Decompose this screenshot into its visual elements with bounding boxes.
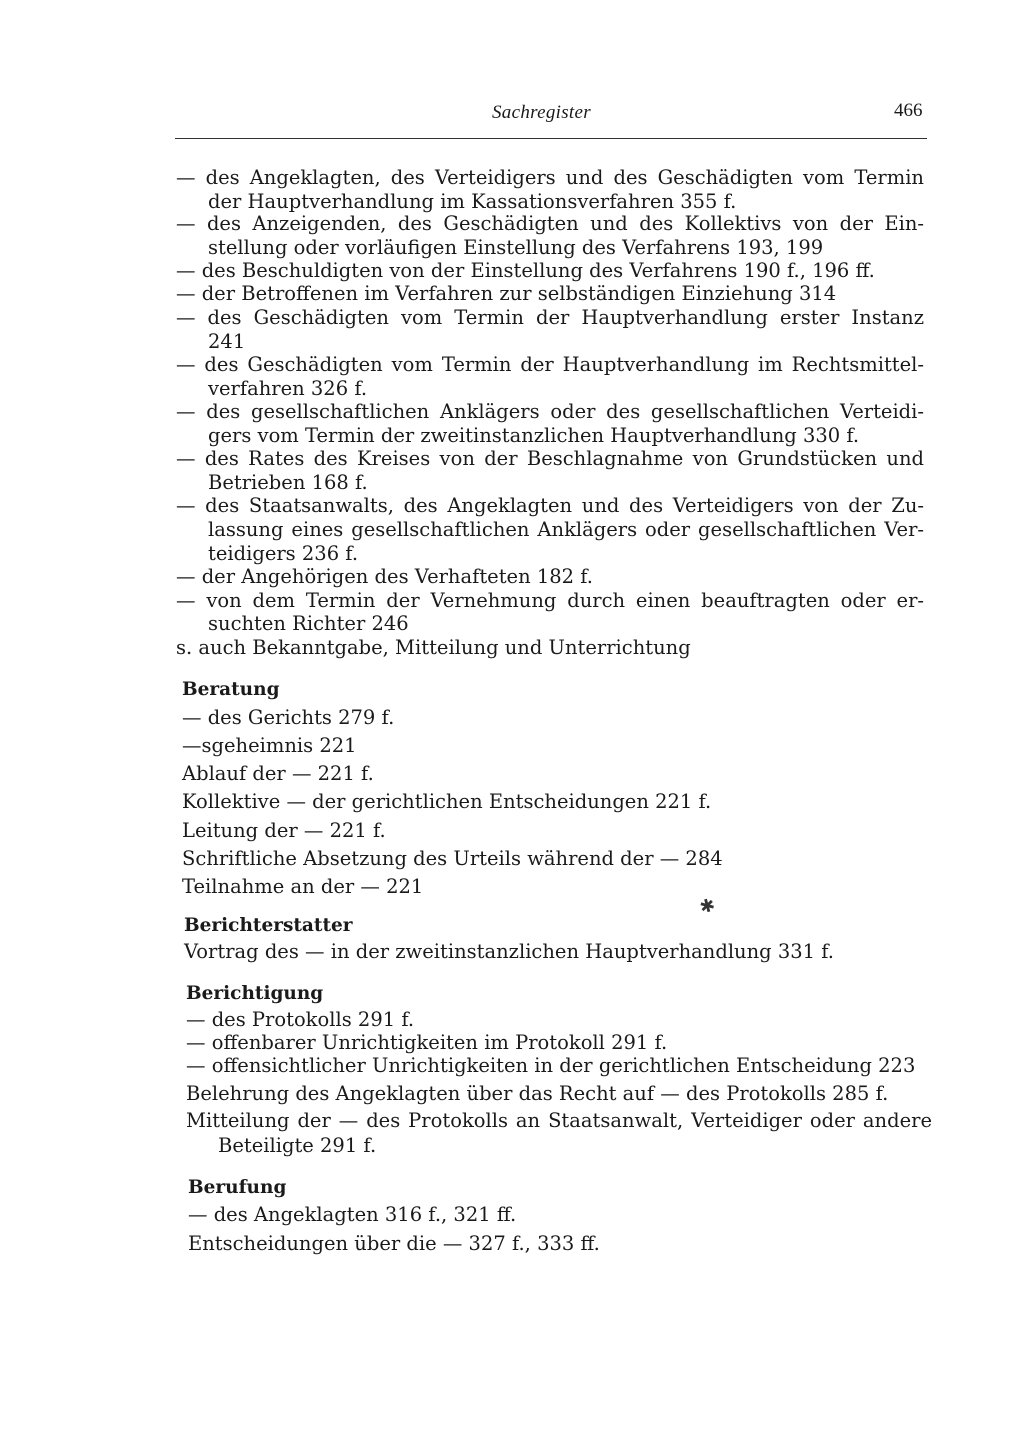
index-line: 241 [208,330,246,353]
index-line: der Hauptverhandlung im Kassationsverfahren 355 f. [208,190,737,213]
index-line: — des Angeklagten, des Verteidigers und des Geschädigten vom Termin [176,166,924,189]
index-line: — des Gerichts 279 f. [182,706,395,729]
index-line: lassung eines gesellschaftlichen Anklägers oder gesellschaftlichen Ver- [208,518,924,541]
index-line: s. auch Bekanntgabe, Mitteilung und Unterrichtung [176,636,691,659]
index-line: stellung oder vorläufigen Einstellung des Verfahrens 193, 199 [208,236,824,259]
index-line: Kollektive — der gerichtlichen Entscheidungen 221 f. [182,790,712,813]
entry-heading-berufung: Berufung [188,1177,287,1198]
index-line: — des Protokolls 291 f. [186,1008,415,1031]
index-line: Schriftliche Absetzung des Urteils während der — 284 [182,847,723,870]
index-line: — des Geschädigten vom Termin der Hauptverhandlung im Rechtsmittel- [176,353,924,376]
index-line: — des Anzeigenden, des Geschädigten und des Kollektivs von der Ein- [176,212,924,235]
index-line: Teilnahme an der — 221 [182,875,424,898]
index-line: Ablauf der — 221 f. [182,762,374,785]
index-line: Leitung der — 221 f. [182,819,386,842]
page-number: 466 [894,100,923,121]
index-line: Entscheidungen über die — 327 f., 333 ff. [188,1232,600,1255]
entry-heading-berichterstatter: Berichterstatter [184,915,353,936]
index-line: — des Beschuldigten von der Einstellung des Verfahrens 190 f., 196 ff. [176,259,875,282]
index-line: — offenbarer Unrichtigkeiten im Protokoll 291 f. [186,1031,668,1054]
index-line: verfahren 326 f. [208,377,368,400]
index-line: — des Geschädigten vom Termin der Hauptverhandlung erster Instanz [176,306,924,329]
index-line: — offensichtlicher Unrichtigkeiten in der gerichtlichen Entscheidung 223 [186,1054,916,1077]
index-line: — des Staatsanwalts, des Angeklagten und des Verteidigers von der Zu- [176,494,924,517]
index-line: Beteiligte 291 f. [218,1134,377,1157]
index-line: suchten Richter 246 [208,612,409,635]
header-rule [175,138,927,139]
index-line: — der Angehörigen des Verhafteten 182 f. [176,565,593,588]
index-line: teidigers 236 f. [208,542,359,565]
index-line: — der Betroffenen im Verfahren zur selbständigen Einziehung 314 [176,282,837,305]
index-line: — von dem Termin der Vernehmung durch einen beauftragten oder er- [176,589,924,612]
running-head: Sachregister [492,102,591,123]
entry-heading-berichtigung: Berichtigung [186,983,324,1004]
index-line: — des Rates des Kreises von der Beschlagnahme von Grundstücken und [176,447,924,470]
ink-speck-mark: ✱ [697,894,718,919]
index-line: Mitteilung der — des Protokolls an Staatsanwalt, Verteidiger oder andere [186,1109,932,1132]
index-line: — des gesellschaftlichen Anklägers oder des gesellschaftlichen Verteidi- [176,400,924,423]
index-line: —sgeheimnis 221 [182,734,357,757]
index-line: — des Angeklagten 316 f., 321 ff. [188,1203,517,1226]
index-line: gers vom Termin der zweitinstanzlichen Hauptverhandlung 330 f. [208,424,860,447]
entry-heading-beratung: Beratung [182,679,280,700]
index-line: Betrieben 168 f. [208,471,368,494]
index-line: Vortrag des — in der zweitinstanzlichen Hauptverhandlung 331 f. [184,940,834,963]
index-line: Belehrung des Angeklagten über das Recht auf — des Protokolls 285 f. [186,1082,889,1105]
